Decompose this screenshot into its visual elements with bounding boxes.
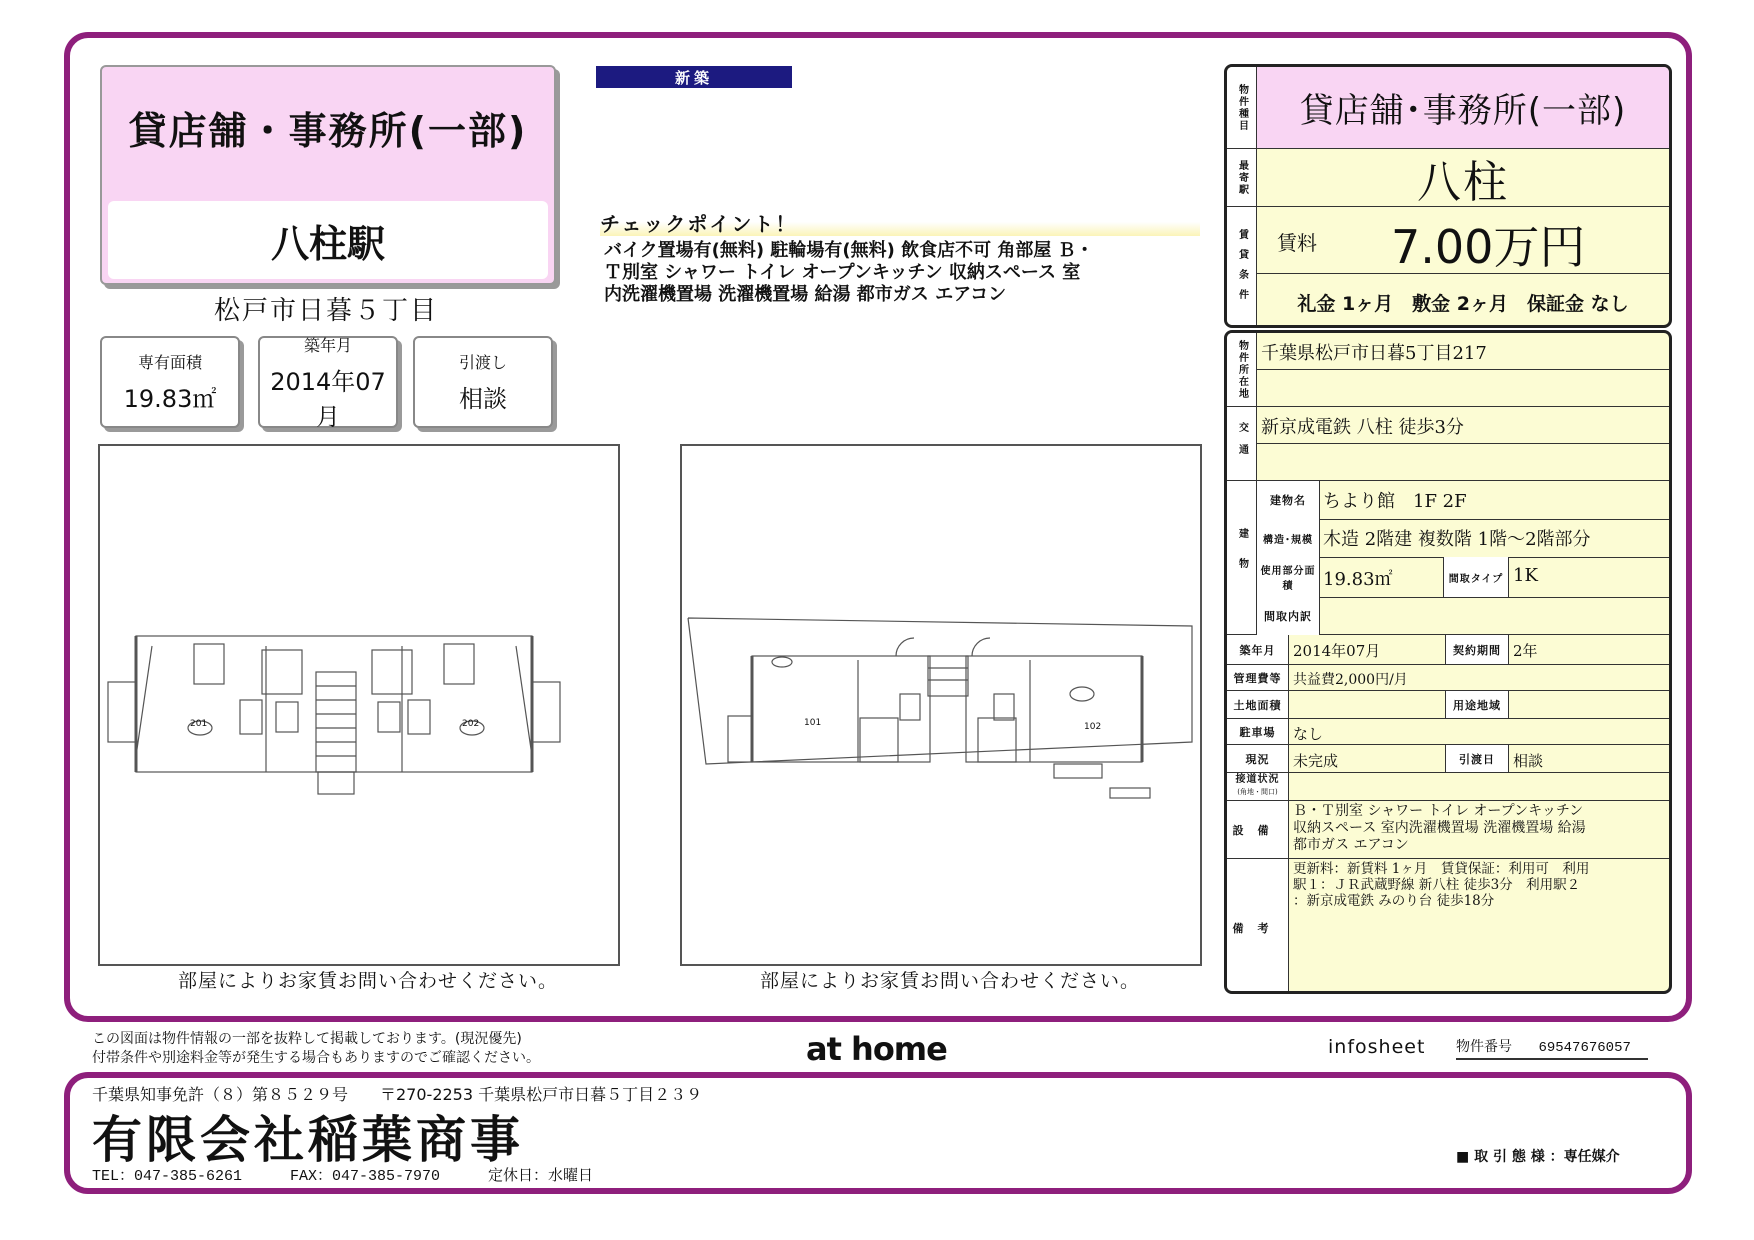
spec-label-type: 物件種目 [1227, 67, 1257, 148]
checkpoint-line: Ｔ別室 シャワー トイレ オープンキッチン 収納スペース 室 [604, 262, 1081, 283]
property-number-label: 物件番号 [1456, 1039, 1512, 1055]
spec-type-value: 貸店舗･事務所(一部) [1299, 91, 1627, 131]
stat-built-label: 築年月 [303, 335, 352, 355]
spec-equipment-label: 設備 [1227, 801, 1289, 858]
spec-rent-terms: 礼金 1ヶ月 敷金 2ヶ月 保証金 なし [1297, 292, 1629, 315]
property-type-title: 貸店舗・事務所(一部) [128, 108, 528, 153]
spec-table-bottom [1224, 330, 1672, 994]
spec-built-value: 2014年07月 [1293, 642, 1381, 660]
room-label-102: 102 [1084, 722, 1102, 732]
spec-row-station [1227, 149, 1669, 207]
spec-station-value: 八柱 [1417, 156, 1509, 208]
floor-plan-2f-drawing [100, 446, 618, 964]
floor-plan-2f-caption: 部屋によりお家賃お問い合わせください。 [178, 970, 559, 992]
spec-layout-type-value: 1K [1513, 565, 1538, 586]
spec-remarks-line: 駅１：ＪＲ武蔵野線 新八柱 徒歩3分 利用駅２ [1293, 877, 1581, 893]
checkpoint-title: チェックポイント！ [600, 208, 1200, 236]
spec-mgmt-label: 管理費等 [1227, 665, 1289, 690]
spec-row-transport [1227, 407, 1669, 481]
spec-remarks-text [1293, 861, 1589, 909]
spec-label-building: 建物 [1227, 481, 1257, 634]
floor-plan-2f [98, 444, 620, 966]
checkpoint-line: バイク置場有(無料) 駐輪場有(無料) 飲食店不可 角部屋 Ｂ・ [604, 240, 1094, 261]
spec-equipment-line: 都市ガス エアコン [1293, 837, 1409, 853]
stat-built-value: 2014年07月 [270, 367, 386, 431]
infosheet-label: infosheet [1328, 1036, 1426, 1058]
spec-row-built [1227, 635, 1669, 665]
spec-area-value: 19.83㎡ [1323, 569, 1393, 590]
spec-status-label: 現況 [1227, 745, 1289, 772]
spec-structure-row [1257, 519, 1669, 558]
spec-row-rent [1227, 207, 1669, 328]
station-name: 八柱駅 [270, 221, 385, 266]
stat-built-card [258, 335, 398, 431]
spec-zoning-label: 用途地域 [1445, 691, 1509, 718]
spec-row-parking [1227, 719, 1669, 745]
company-fax: FAX：047-385-7970 [290, 1168, 441, 1185]
spec-label-rent-conditions: 賃貸条件 [1227, 207, 1257, 328]
spec-rent-value: 7.00万円 [1391, 220, 1586, 274]
floor-plan-1f [680, 444, 1202, 966]
station-panel [108, 201, 548, 279]
floor-plan-1f-caption: 部屋によりお家賃お問い合わせください。 [760, 970, 1141, 992]
new-badge-label: 新築 [674, 68, 713, 87]
spec-rent-top [1257, 207, 1669, 274]
room-label-202: 202 [462, 719, 480, 729]
spec-built-label: 築年月 [1227, 635, 1289, 664]
athome-logo: at home [806, 1030, 947, 1068]
spec-transport-divider [1257, 443, 1669, 444]
spec-handover-value: 相談 [1513, 752, 1544, 770]
spec-label-transport: 交通 [1227, 407, 1257, 480]
spec-equipment-line: Ｂ・Ｔ別室 シャワー トイレ オープンキッチン [1293, 803, 1584, 819]
spec-table-top [1224, 64, 1672, 328]
address-short: 松戸市日暮５丁目 [214, 296, 439, 326]
spec-type-value-cell [1257, 67, 1669, 148]
property-number-value: 69547676057 [1538, 1040, 1631, 1056]
spec-label-location: 物件所在地 [1227, 333, 1257, 406]
stat-handover-label: 引渡し [458, 353, 507, 372]
footer-note-2: 付帯条件や別途料金等が発生する場合もありますのでご確認ください。 [92, 1050, 540, 1066]
new-badge [596, 66, 792, 88]
spec-row-road [1227, 773, 1669, 801]
checkpoint-text [604, 240, 1204, 306]
spec-parking-label: 駐車場 [1227, 719, 1289, 744]
stat-area-label: 専有面積 [137, 353, 202, 372]
stat-area-card [100, 336, 240, 428]
spec-row-location [1227, 333, 1669, 407]
stat-handover-card [413, 336, 553, 428]
checkpoint-line: 内洗濯機置場 洗濯機置場 給湯 都市ガス エアコン [604, 284, 1007, 305]
spec-area-row [1257, 557, 1669, 598]
spec-building-name-label: 建物名 [1257, 481, 1320, 519]
spec-road-label-cell [1227, 773, 1289, 800]
transaction-type: ■ 取 引 態 様 ：専任媒介 [1456, 1149, 1620, 1165]
company-license: 千葉県知事免許（８）第８５２９号 〒270-2253 千葉県松戸市日暮５丁目２３９ [92, 1085, 703, 1104]
company-holiday: 定休日：水曜日 [488, 1166, 594, 1184]
spec-remarks-line: ：新京成電鉄 みのり台 徒歩18分 [1293, 893, 1495, 909]
spec-building-name-value: ちより館 1F 2F [1323, 491, 1467, 512]
spec-remarks-line: 更新料：新賃料 1ヶ月 賃貸保証：利用可 利用 [1293, 861, 1590, 877]
spec-contract-value: 2年 [1513, 642, 1538, 660]
spec-equipment-text [1293, 803, 1586, 854]
spec-parking-value: なし [1293, 725, 1324, 743]
spec-structure-label: 構造･規模 [1257, 519, 1320, 557]
spec-layout-detail-row [1257, 597, 1669, 635]
spec-location-value: 千葉県松戸市日暮5丁目217 [1261, 343, 1487, 364]
spec-row-land [1227, 691, 1669, 719]
spec-status-value: 未完成 [1293, 752, 1339, 770]
spec-row-building [1227, 481, 1669, 635]
spec-rent-terms-cell [1257, 273, 1669, 328]
spec-row-equipment [1227, 801, 1669, 859]
room-label-101: 101 [804, 718, 822, 728]
spec-row-type [1227, 67, 1669, 149]
spec-contract-label: 契約期間 [1445, 635, 1509, 664]
spec-structure-value: 木造 2階建 複数階 1階～2階部分 [1323, 529, 1591, 550]
spec-road-label: 接道状況 [1235, 774, 1280, 785]
floor-plan-1f-drawing [682, 446, 1200, 964]
spec-row-status [1227, 745, 1669, 773]
spec-rent-label: 賃料 [1277, 231, 1317, 255]
spec-area-label: 使用部分面積 [1257, 557, 1320, 597]
room-label-201: 201 [190, 719, 208, 729]
title-card [100, 65, 556, 285]
spec-equipment-line: 収納スペース 室内洗濯機置場 洗濯機置場 給湯 [1293, 820, 1586, 836]
spec-transport-value: 新京成電鉄 八柱 徒歩3分 [1261, 417, 1464, 438]
spec-road-sublabel: (角地・間口) [1237, 788, 1278, 796]
spec-remarks-label: 備考 [1227, 859, 1289, 994]
spec-handover-label: 引渡日 [1445, 745, 1509, 772]
spec-mgmt-value: 共益費2,000円/月 [1293, 672, 1408, 688]
spec-row-management [1227, 665, 1669, 691]
stat-handover-value: 相談 [459, 385, 507, 413]
spec-row-remarks [1227, 859, 1669, 994]
spec-label-station: 最寄駅 [1227, 149, 1257, 206]
spec-station-value-cell [1257, 149, 1669, 206]
property-number [1456, 1036, 1648, 1060]
spec-land-label: 土地面積 [1227, 691, 1289, 718]
company-name: 有限会社稲葉商事 [92, 1111, 524, 1169]
company-tel: TEL：047-385-6261 [92, 1168, 243, 1185]
stat-area-value: 19.83㎡ [123, 385, 217, 413]
spec-building-name-row [1257, 481, 1669, 520]
footer-note-1: この図面は物件情報の一部を抜粋して掲載しております。(現況優先) [92, 1031, 522, 1047]
spec-location-divider [1257, 369, 1669, 370]
spec-layout-type-label: 間取タイプ [1443, 557, 1509, 597]
spec-layout-detail-label: 間取内訳 [1257, 597, 1320, 635]
